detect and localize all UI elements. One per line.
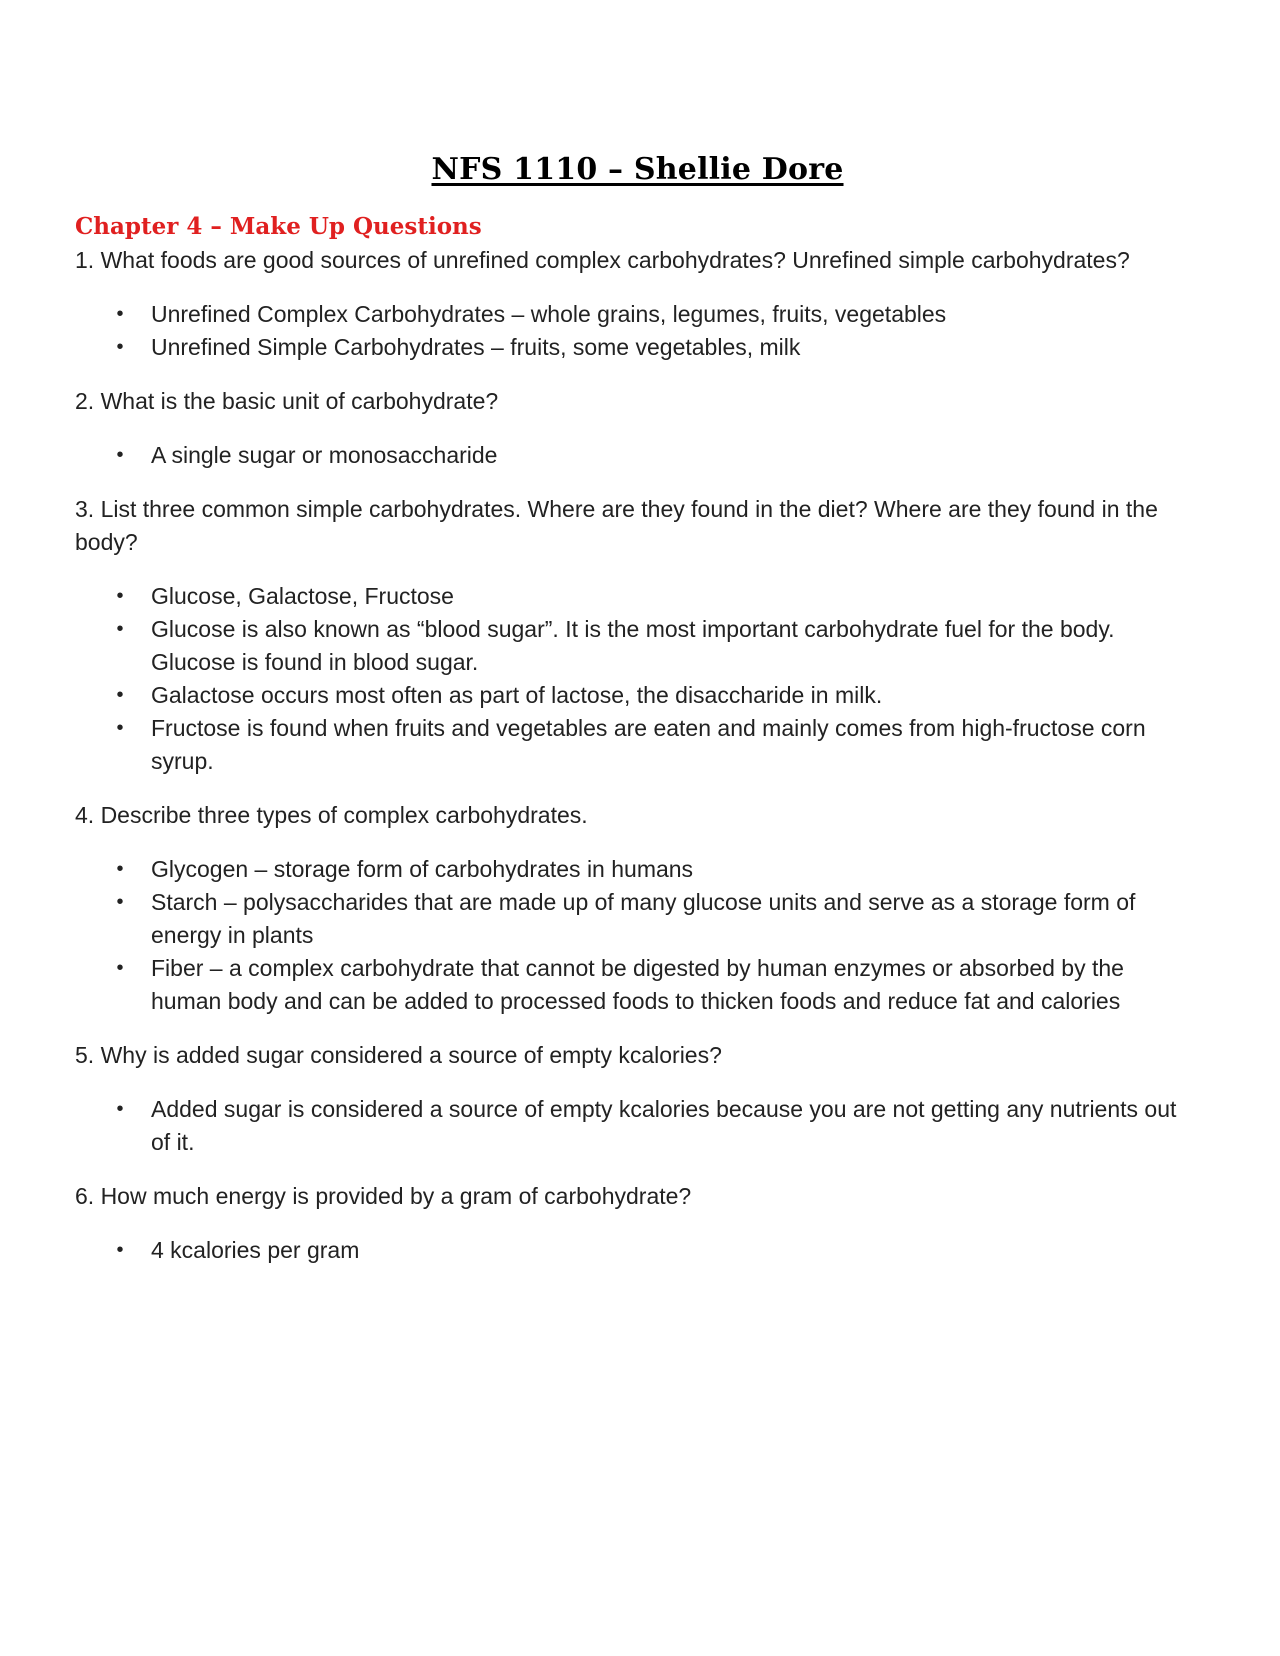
question-block xyxy=(75,1039,1200,1159)
answer-item xyxy=(75,712,1200,778)
answer-text: Glycogen – storage form of carbohydrates in humans xyxy=(151,856,694,882)
answer-item xyxy=(75,298,1200,331)
bullet-icon: • xyxy=(116,717,124,739)
answer-item xyxy=(75,886,1200,952)
answer-item xyxy=(75,1093,1200,1159)
bullet-icon: • xyxy=(116,1239,124,1261)
answer-text: Unrefined Simple Carbohydrates – fruits, some vegetables, milk xyxy=(151,334,801,360)
answer-list xyxy=(75,298,1200,364)
answer-list xyxy=(75,1093,1200,1159)
question-text: 5. Why is added sugar considered a source of empty kcalories? xyxy=(75,1042,722,1068)
bullet-icon: • xyxy=(116,336,124,358)
document-title: NFS 1110 – Shellie Dore xyxy=(431,152,844,187)
answer-text: Unrefined Complex Carbohydrates – whole grains, legumes, fruits, vegetables xyxy=(151,301,947,327)
bullet-icon: • xyxy=(116,444,124,466)
bullet-icon: • xyxy=(116,1098,124,1120)
answer-item xyxy=(75,439,1200,472)
answer-item xyxy=(75,613,1200,679)
answer-list xyxy=(75,580,1200,778)
bullet-icon: • xyxy=(116,618,124,640)
answer-list xyxy=(75,853,1200,1018)
bullet-icon: • xyxy=(116,585,124,607)
answer-item xyxy=(75,331,1200,364)
answer-item xyxy=(75,952,1200,1018)
question-text: 2. What is the basic unit of carbohydrate? xyxy=(75,388,499,414)
bullet-icon: • xyxy=(116,858,124,880)
answer-text: Added sugar is considered a source of empty kcalories because you are not getting any nutrients out of it. xyxy=(151,1096,1177,1155)
question-text: 4. Describe three types of complex carbohydrates. xyxy=(75,802,588,828)
question-block xyxy=(75,799,1200,1018)
answer-item xyxy=(75,580,1200,613)
question-block xyxy=(75,385,1200,472)
answer-text: A single sugar or monosaccharide xyxy=(151,442,498,468)
bullet-icon: • xyxy=(116,684,124,706)
question-text: 3. List three common simple carbohydrates. Where are they found in the diet? Where are they found in the body? xyxy=(75,496,1158,555)
question-block xyxy=(75,493,1200,778)
answer-text: 4 kcalories per gram xyxy=(151,1237,360,1263)
question-text: 1. What foods are good sources of unrefined complex carbohydrates? Unrefined simple carbohydrates? xyxy=(75,247,1130,273)
chapter-heading: Chapter 4 – Make Up Questions xyxy=(75,213,482,240)
question-block xyxy=(75,1180,1200,1267)
answer-text: Fiber – a complex carbohydrate that cannot be digested by human enzymes or absorbed by the human body and can be added to processed foods to thicken foods and reduce fat and calories xyxy=(151,955,1124,1014)
question-block xyxy=(75,244,1200,364)
answer-text: Fructose is found when fruits and vegetables are eaten and mainly comes from high-fructose corn syrup. xyxy=(151,715,1146,774)
bullet-icon: • xyxy=(116,957,124,979)
question-text: 6. How much energy is provided by a gram of carbohydrate? xyxy=(75,1183,692,1209)
answer-text: Glucose is also known as “blood sugar”. It is the most important carbohydrate fuel for the body. Glucose is found in blood sugar. xyxy=(151,616,1115,675)
answer-text: Starch – polysaccharides that are made up of many glucose units and serve as a storage form of energy in plants xyxy=(151,889,1136,948)
answer-item xyxy=(75,853,1200,886)
answer-text: Galactose occurs most often as part of lactose, the disaccharide in milk. xyxy=(151,682,883,708)
bullet-icon: • xyxy=(116,891,124,913)
answer-text: Glucose, Galactose, Fructose xyxy=(151,583,454,609)
answer-list xyxy=(75,1234,1200,1267)
bullet-icon: • xyxy=(116,303,124,325)
answer-list xyxy=(75,439,1200,472)
answer-item xyxy=(75,679,1200,712)
answer-item xyxy=(75,1234,1200,1267)
